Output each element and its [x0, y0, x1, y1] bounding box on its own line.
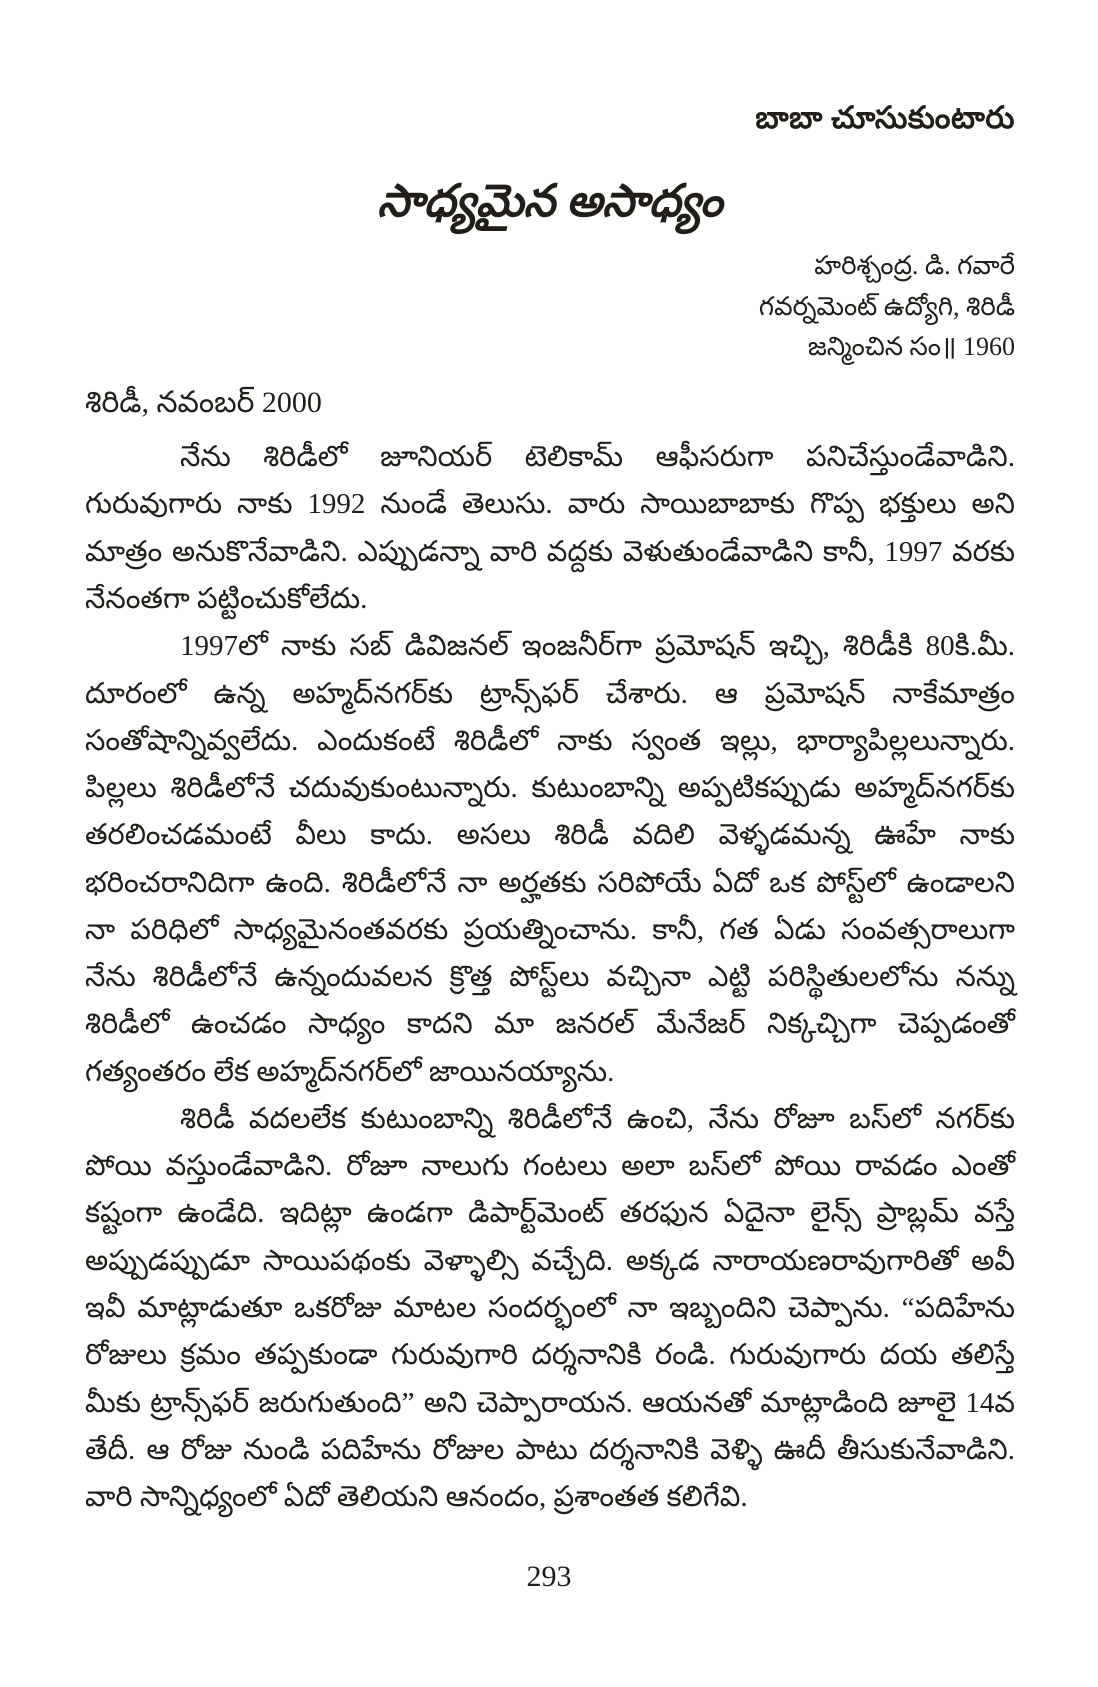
dateline: శిరిడీ, నవంబర్ 2000: [85, 386, 322, 420]
author-birth-year: జన్మించిన సం॥ 1960: [807, 331, 1015, 361]
paragraph-3: శిరిడీ వదలలేక కుటుంబాన్ని శిరిడీలోనే ఉంచి, నేను రోజూ బస్‌లో నగర్‌కు పోయి వస్తుండేవాడిని. రోజూ నాలుగు గంటలు అలా బస్‌లో పోయి రావడం ఎంతో కష్టంగా ఉండేది. ఇదిట్లా ఉండగా డిపార్ట్‌మెంట్ తరఫున ఏదైనా లైన్స్ ప్రాబ్లమ్ వస్తే అప్పుడప్పుడూ సాయిపథంకు వెళ్ళాల్సి వచ్చేది. అక్కడ నారాయణరావుగారితో అవీ ఇవీ మాట్లాడుతూ ఒకరోజు మాటల సందర్భంలో నా ఇబ్బందిని చెప్పాను. “పదిహేను రోజులు క్రమం తప్పకుండా గురువుగారి దర్శనానికి రండి. గురువుగారు దయ తలిస్తే మీకు ట్రాన్స్‌ఫర్ జరుగుతుంది” అని చెప్పారాయన. ఆయనతో మాట్లాడింది జూలై 14వ తేదీ. ఆ రోజు నుండి పదిహేను రోజుల పాటు దర్శనానికి వెళ్ళి ఊదీ తీసుకునేవాడిని. వారి సాన్నిధ్యంలో ఏదో తెలియని ఆనందం, ప్రశాంతత కలిగేవి.: [85, 1102, 1015, 1514]
page-number: 293: [526, 1560, 572, 1593]
byline: [85, 246, 1015, 367]
paragraph-2: 1997లో నాకు సబ్ డివిజనల్ ఇంజనీర్‌గా ప్రమోషన్ ఇచ్చి, శిరిడీకి 80కి.మీ. దూరంలో ఉన్న అహ్మద్‌నగర్‌కు ట్రాన్స్‌ఫర్ చేశారు. ఆ ప్రమోషన్ నాకేమాత్రం సంతోషాన్నివ్వలేదు. ఎందుకంటే శిరిడీలో నాకు స్వంత ఇల్లు, భార్యాపిల్లలున్నారు. పిల్లలు శిరిడీలోనే చదువుకుంటున్నారు. కుటుంబాన్ని అప్పటికప్పుడు అహ్మద్‌నగర్‌కు తరలించడమంటే వీలు కాదు. అసలు శిరిడీ వదిలి వెళ్ళడమన్న ఊహే నాకు భరించరానిదిగా ఉంది. శిరిడీలోనే నా అర్హతకు సరిపోయే ఏదో ఒక పోస్ట్‌లో ఉండాలని నా పరిధిలో సాధ్యమైనంతవరకు ప్రయత్నించాను. కానీ, గత ఏడు సంవత్సరాలుగా నేను శిరిడీలోనే ఉన్నందువలన క్రొత్త పోస్ట్‌లు వచ్చినా ఎట్టి పరిస్థితులలోను నన్ను శిరిడీలో ఉంచడం సాధ్యం కాదని మా జనరల్ మేనేజర్ నిక్కచ్చిగా చెప్పడంతో గత్యంతరం లేక అహ్మద్‌నగర్‌లో జాయినయ్యాను.: [85, 630, 1015, 1088]
body-text: [85, 434, 1015, 1521]
paragraph-1: నేను శిరిడీలో జూనియర్ టెలికామ్ ఆఫీసరుగా పనిచేస్తుండేవాడిని. గురువుగారు నాకు 1992 నుండే తెలుసు. వారు సాయిబాబాకు గొప్ప భక్తులు అని మాత్రం అనుకొనేవాడిని. ఎప్పుడన్నా వారి వద్దకు వెళుతుండేవాడిని కానీ, 1997 వరకు నేనంతగా పట్టించుకోలేదు.: [85, 441, 1015, 615]
author-occupation: గవర్నమెంట్ ఉద్యోగి, శిరిడీ: [758, 291, 1015, 321]
author-name: హరిశ్చంద్ర. డి. గవారే: [814, 251, 1015, 281]
chapter-title: సాధ్యమైన అసాధ్యం: [377, 176, 723, 227]
running-header: బాబా చూసుకుంటారు: [755, 100, 1015, 135]
